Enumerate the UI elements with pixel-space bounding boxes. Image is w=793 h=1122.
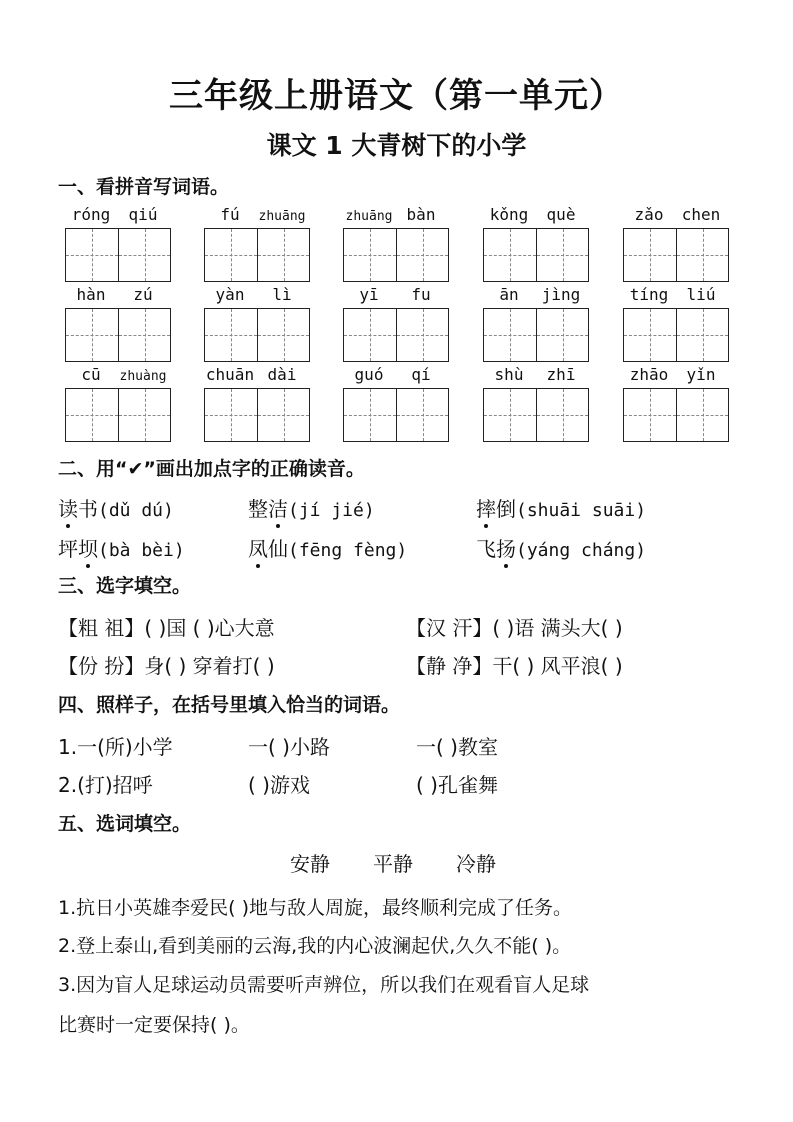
tianzige-cell[interactable] <box>396 389 448 441</box>
pinyin-syllable: dài <box>267 365 297 384</box>
pronunciation-item <box>248 493 375 522</box>
tianzige-cell[interactable] <box>344 229 396 281</box>
tianzige-cell[interactable] <box>118 309 170 361</box>
example-row-2-col-1: 2.(打)招呼 <box>58 773 153 797</box>
pinyin-label <box>343 205 447 225</box>
pinyin-label <box>65 365 169 385</box>
pinyin-label <box>623 205 727 225</box>
dotted-char: 洁 <box>268 493 288 522</box>
writing-box[interactable] <box>65 228 171 282</box>
pinyin-syllable: fu <box>411 285 431 304</box>
writing-box[interactable] <box>343 228 449 282</box>
word-char: 飞 <box>476 537 496 561</box>
pinyin-label <box>483 205 587 225</box>
writing-box[interactable] <box>483 308 589 362</box>
tianzige-cell[interactable] <box>536 389 588 441</box>
pinyin-syllable: róng <box>71 205 111 224</box>
pinyin-syllable: hàn <box>76 285 106 304</box>
pinyin-syllable: yàn <box>215 285 245 304</box>
tianzige-cell[interactable] <box>624 309 676 361</box>
pinyin-syllable: lì <box>272 285 292 304</box>
word-char: 坪 <box>58 537 78 561</box>
tianzige-cell[interactable] <box>484 389 536 441</box>
pronunciation-item <box>58 493 174 522</box>
tianzige-cell[interactable] <box>396 309 448 361</box>
pinyin-options[interactable]: (shuāi suāi) <box>516 500 647 521</box>
pinyin-syllable: guó <box>354 365 384 384</box>
pinyin-syllable: què <box>546 205 576 224</box>
pinyin-syllable: yǐn <box>686 365 716 384</box>
pinyin-label <box>343 365 447 385</box>
writing-box[interactable] <box>483 228 589 282</box>
tianzige-cell[interactable] <box>205 309 257 361</box>
section-4-heading: 四、照样子，在括号里填入恰当的词语。 <box>58 694 401 716</box>
pinyin-label <box>204 205 308 225</box>
dotted-char: 扬 <box>496 533 516 562</box>
pinyin-syllable: tíng <box>629 285 669 304</box>
example-row-2-col-2: ( )游戏 <box>248 773 310 797</box>
pinyin-syllable: zú <box>133 285 153 304</box>
tianzige-cell[interactable] <box>624 389 676 441</box>
word-choice-3: 冷静 <box>456 852 496 876</box>
writing-box[interactable] <box>343 308 449 362</box>
question-2: 2.登上泰山,看到美丽的云海,我的内心波澜起伏,久久不能( )。 <box>58 935 572 957</box>
section-5-heading: 五、选词填空。 <box>58 813 192 835</box>
section-2-heading: 二、用“✔”画出加点字的正确读音。 <box>58 458 365 480</box>
pinyin-options[interactable]: (dǔ dú) <box>98 500 174 521</box>
dotted-char: 坝 <box>78 533 98 562</box>
pinyin-syllable: chen <box>681 205 721 224</box>
pinyin-syllable: zhuàng <box>119 369 167 384</box>
example-row-1-col-1: 1.一(所)小学 <box>58 735 173 759</box>
pinyin-syllable: qí <box>411 365 431 384</box>
tianzige-cell[interactable] <box>66 309 118 361</box>
pinyin-syllable: jìng <box>541 285 581 304</box>
tianzige-cell[interactable] <box>676 229 728 281</box>
pronunciation-item <box>248 533 407 562</box>
pinyin-label <box>483 365 587 385</box>
pronunciation-item <box>476 533 646 562</box>
word-choice-2: 平静 <box>373 852 413 876</box>
pinyin-options[interactable]: (yáng cháng) <box>516 540 647 561</box>
tianzige-cell[interactable] <box>205 389 257 441</box>
tianzige-cell[interactable] <box>396 229 448 281</box>
tianzige-cell[interactable] <box>344 309 396 361</box>
pinyin-label <box>623 365 727 385</box>
tianzige-cell[interactable] <box>257 309 309 361</box>
pinyin-syllable: zhuāng <box>258 209 306 224</box>
pinyin-label <box>623 285 727 305</box>
tianzige-cell[interactable] <box>676 309 728 361</box>
example-row-1-col-3: 一( )教室 <box>416 735 498 759</box>
pinyin-syllable: fú <box>220 205 240 224</box>
pinyin-label <box>65 285 169 305</box>
pinyin-syllable: shù <box>494 365 524 384</box>
question-1: 1.抗日小英雄李爱民( )地与敌人周旋，最终顺利完成了任务。 <box>58 897 572 919</box>
writing-box[interactable] <box>483 388 589 442</box>
tianzige-cell[interactable] <box>66 389 118 441</box>
word-char: 仙 <box>268 537 288 561</box>
tianzige-cell[interactable] <box>118 229 170 281</box>
tianzige-cell[interactable] <box>344 389 396 441</box>
writing-box[interactable] <box>623 228 729 282</box>
pinyin-syllable: cū <box>81 365 101 384</box>
pinyin-syllable: liú <box>686 285 716 304</box>
example-row-2-col-3: ( )孔雀舞 <box>416 773 498 797</box>
pinyin-label <box>204 365 308 385</box>
pinyin-syllable: chuān <box>205 365 255 384</box>
pinyin-syllable: ān <box>499 285 519 304</box>
tianzige-cell[interactable] <box>257 389 309 441</box>
pinyin-label <box>204 285 308 305</box>
question-3-line-1: 3.因为盲人足球运动员需要听声辨位，所以我们在观看盲人足球 <box>58 974 590 996</box>
tianzige-cell[interactable] <box>205 229 257 281</box>
pronunciation-item <box>58 533 185 562</box>
dotted-char: 凤 <box>248 533 268 562</box>
tianzige-cell[interactable] <box>676 389 728 441</box>
fill-char-row-1b: 【汉 汗】( )语 满头大( ) <box>406 616 623 640</box>
pronunciation-item <box>476 493 646 522</box>
word-choice-1: 安静 <box>290 852 330 876</box>
section-1-heading: 一、看拼音写词语。 <box>58 176 230 198</box>
dotted-char: 读 <box>58 493 78 522</box>
page-title: 三年级上册语文（第一单元） <box>169 76 624 116</box>
fill-char-row-1a: 【粗 祖】( )国 ( )心大意 <box>58 616 275 640</box>
writing-box[interactable] <box>204 228 310 282</box>
tianzige-cell[interactable] <box>484 229 536 281</box>
pinyin-syllable: zhāo <box>629 365 669 384</box>
pinyin-syllable: qiú <box>128 205 158 224</box>
dotted-char: 摔 <box>476 493 496 522</box>
fill-char-row-2a: 【份 扮】身( ) 穿着打( ) <box>58 654 275 678</box>
word-char: 书 <box>78 497 98 521</box>
word-char: 整 <box>248 497 268 521</box>
pinyin-syllable: zhuāng <box>345 209 393 224</box>
pinyin-options[interactable]: (fēng fèng) <box>288 540 408 561</box>
pinyin-options[interactable]: (bà bèi) <box>98 540 185 561</box>
tianzige-cell[interactable] <box>624 229 676 281</box>
example-row-1-col-2: 一( )小路 <box>248 735 330 759</box>
question-3-line-2: 比赛时一定要保持( )。 <box>58 1014 250 1036</box>
tianzige-cell[interactable] <box>536 229 588 281</box>
pinyin-syllable: bàn <box>406 205 436 224</box>
writing-box[interactable] <box>623 388 729 442</box>
pinyin-syllable: kǒng <box>489 205 529 224</box>
pinyin-syllable: zǎo <box>634 205 664 224</box>
pinyin-label <box>483 285 587 305</box>
tianzige-cell[interactable] <box>257 229 309 281</box>
pinyin-syllable: zhī <box>546 365 576 384</box>
tianzige-cell[interactable] <box>484 309 536 361</box>
pinyin-options[interactable]: (jí jié) <box>288 500 375 521</box>
writing-box[interactable] <box>623 308 729 362</box>
tianzige-cell[interactable] <box>118 389 170 441</box>
writing-box[interactable] <box>343 388 449 442</box>
pinyin-label <box>343 285 447 305</box>
section-3-heading: 三、选字填空。 <box>58 575 192 597</box>
word-char: 倒 <box>496 497 516 521</box>
lesson-title: 课文 1 大青树下的小学 <box>266 131 527 160</box>
fill-char-row-2b: 【静 净】干( ) 风平浪( ) <box>406 654 623 678</box>
pinyin-syllable: yī <box>359 285 379 304</box>
writing-box[interactable] <box>65 308 171 362</box>
writing-box[interactable] <box>204 308 310 362</box>
pinyin-label <box>65 205 169 225</box>
tianzige-cell[interactable] <box>536 309 588 361</box>
tianzige-cell[interactable] <box>66 229 118 281</box>
writing-box[interactable] <box>65 388 171 442</box>
writing-box[interactable] <box>204 388 310 442</box>
